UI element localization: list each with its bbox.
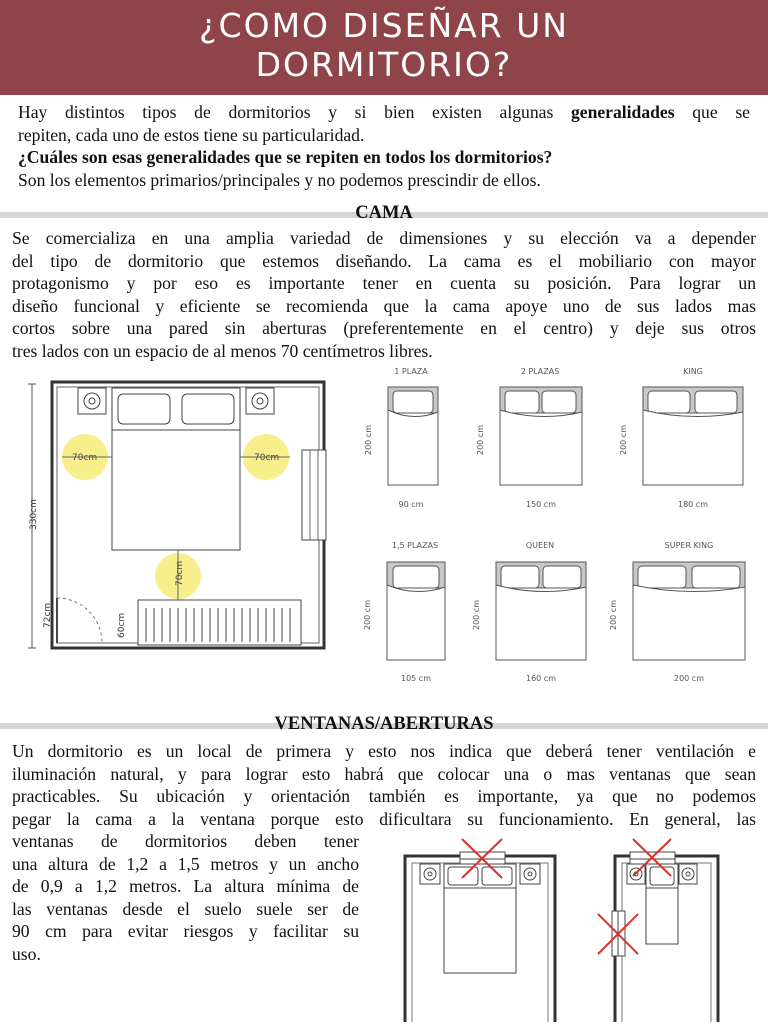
bed-size-length: 200 cm [472, 599, 481, 630]
ventanas-paragraph [12, 740, 756, 830]
bed-size-width: 150 cm [525, 500, 557, 509]
ventanas-line: de 0,9 a 1,2 metros. La altura mínima de [12, 876, 359, 896]
intro-line-1-post: que se [692, 102, 750, 122]
cama-line: diseño funcional y eficiente se recomienda que la cama apoye uno de sus lados mas [12, 295, 756, 316]
ventanas-line: una altura de 1,2 a 1,5 metros y un ancho [12, 853, 359, 874]
plan-left-clearance: 70cm [72, 453, 98, 463]
ventanas-line: pegar la cama a la ventana porque esto dificultara su funcionamiento. En general, las [12, 808, 756, 829]
title-line-1: ¿COMO DISEÑAR UN [199, 6, 569, 45]
bed-size-width: 160 cm [525, 674, 557, 683]
ventanas-line: 90 cm para evitar riesgos y facilitar su [12, 921, 359, 941]
bed-size-width: 105 cm [400, 674, 432, 683]
bed-size-name: KING [683, 367, 703, 376]
bed-size-name: 1 PLAZA [394, 367, 428, 376]
cama-line: del tipo de dormitorio que estemos diseñando. La cama es el mobiliario con mayor [12, 250, 756, 271]
ventanas-line: uso. [12, 943, 41, 964]
bed-size-name: QUEEN [525, 541, 555, 550]
bed-size-width: 180 cm [677, 500, 709, 509]
cama-line: tres lados con un espacio de al menos 70 centímetros libres. [12, 340, 433, 361]
intro-line-2: repiten, cada uno de estos tiene su particularidad. [18, 124, 365, 145]
cama-line: protagonismo y por eso es importante tener en cuenta su posición. Para lograr un [12, 273, 756, 293]
section-title-cama: CAMA [355, 203, 413, 223]
ventanas-paragraph-narrow [12, 830, 359, 965]
intro-question-text: ¿Cuáles son esas generalidades que se repiten en todos los dormitorios? [18, 147, 553, 167]
ventanas-line: Un dormitorio es un local de primera y esto nos indica que deberá tener ventilación e [12, 741, 756, 761]
bedroom-floor-plan [20, 380, 335, 660]
intro-line-1-pre: Hay distintos tipos de dormitorios y si bien existen algunas [18, 102, 554, 122]
bed-size-name: 1,5 PLAZAS [391, 541, 439, 550]
window-placement-diagram [400, 836, 765, 1022]
intro-bold-word: generalidades [570, 102, 675, 122]
bed-size-length: 200 cm [609, 599, 618, 630]
bed-size-length: 200 cm [363, 599, 372, 630]
ventanas-line: ventanas de dormitorios deben tener [12, 831, 359, 851]
ventanas-line: practicables. Su ubicación y orientación también es importante, ya que no podemos [12, 786, 756, 806]
bed-size-length: 200 cm [476, 424, 485, 455]
bed-size-width: 90 cm [398, 500, 424, 509]
intro-line-1 [18, 101, 750, 124]
cama-line: Se comercializa en una amplia variedad de dimensiones y su elección va a depender [12, 228, 756, 248]
plan-door-label: 72cm [43, 602, 53, 628]
bed-size-length: 200 cm [619, 424, 628, 455]
ventanas-line: iluminación natural, y para lograr esto habrá que colocar una o mas ventanas que sean [12, 763, 756, 784]
bed-size-name: SUPER KING [664, 541, 714, 550]
page-title [0, 6, 768, 84]
plan-height-label: 330cm [29, 499, 39, 530]
plan-right-clearance: 70cm [254, 453, 280, 463]
bed-size-width: 200 cm [673, 674, 705, 683]
title-line-2: DORMITORIO? [255, 45, 513, 84]
bed-size-length: 200 cm [364, 424, 373, 455]
bed-sizes-diagram [355, 360, 765, 690]
intro-question [18, 146, 750, 169]
cama-line: cortos sobre una pared sin aberturas (preferentemente en el centro) y deje sus otros [12, 318, 756, 338]
intro-answer: Son los elementos primarios/principales y no podemos prescindir de ellos. [18, 169, 541, 190]
room-wrong-window-top [405, 839, 555, 1022]
section-title-ventanas: VENTANAS/ABERTURAS [274, 714, 494, 734]
plan-closet-label: 60cm [117, 612, 127, 638]
intro-section [18, 101, 750, 191]
ventanas-line: las ventanas desde el suelo suele ser de [12, 898, 359, 919]
title-banner [0, 0, 768, 95]
bed-size-name: 2 PLAZAS [520, 367, 560, 376]
plan-bottom-clearance: 70cm [175, 560, 185, 586]
cama-paragraph [12, 227, 756, 362]
room-wrong-window-side [598, 839, 718, 1022]
